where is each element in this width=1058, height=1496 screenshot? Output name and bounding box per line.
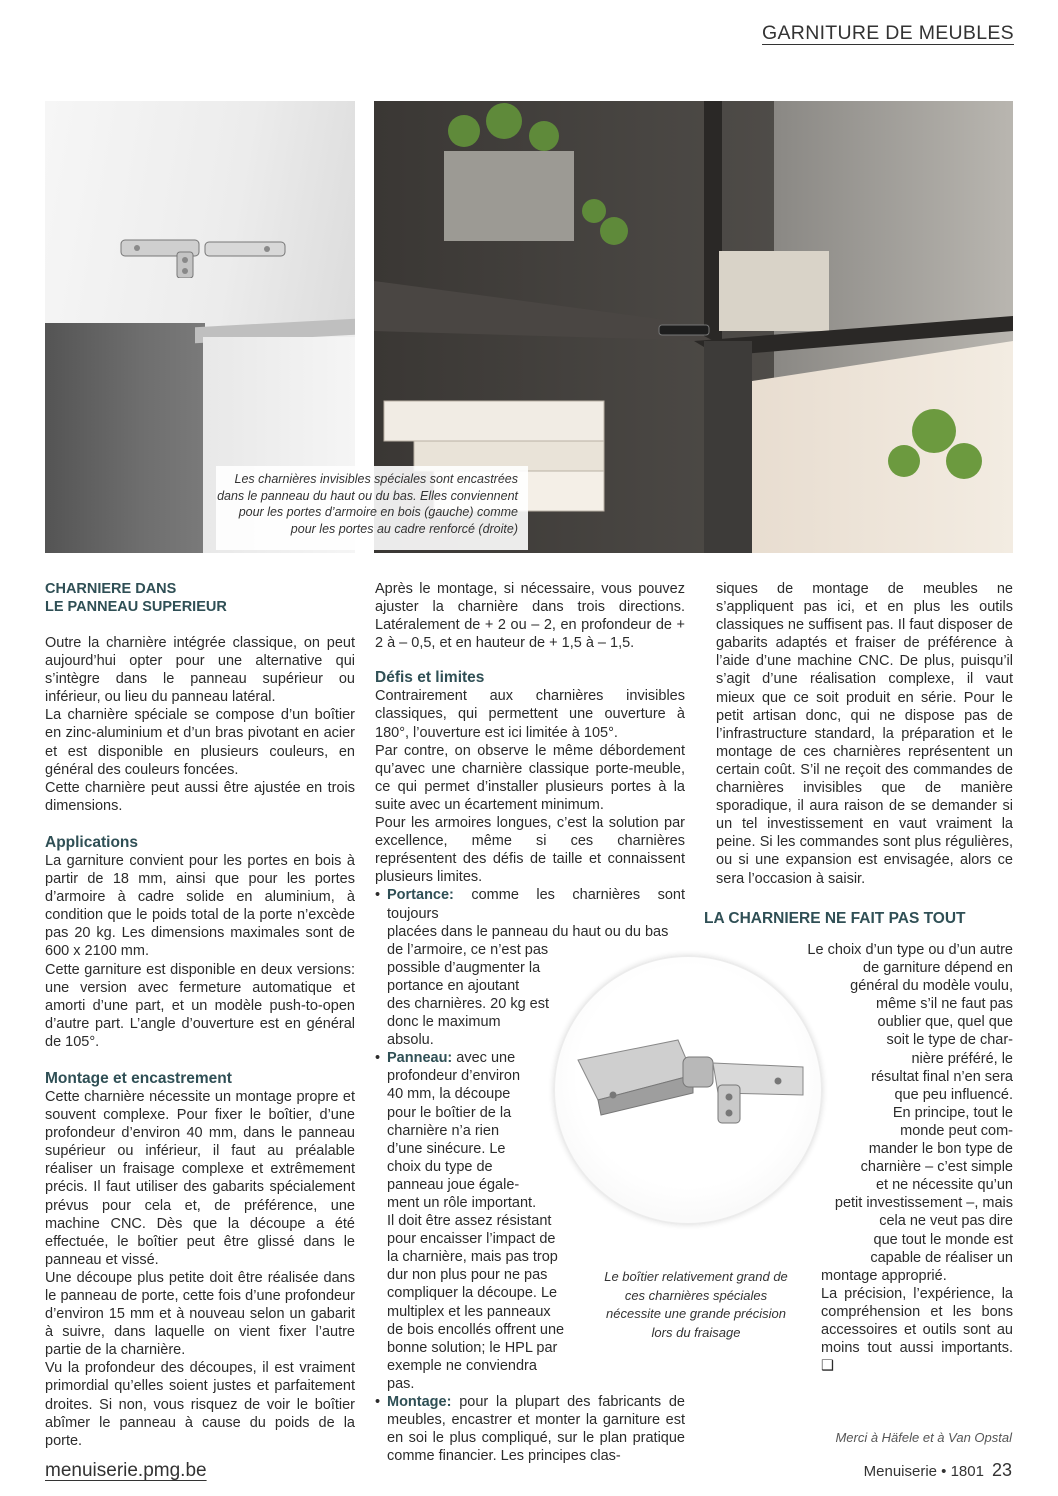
principles-paragraph: siques de montage de meubles ne s’appliquent pas ici, et en plus les outils classiques ne suffisent pas. Il faut disposer de gabarits adaptés et fraiser de préférence à l’aide d’une machine CNC. De plus, puisqu’il s’agit d’une réalisation complexe, il vaut mieux que ce soit produit en série. Pour le petit artisan donc, qui ne dispose pas de l’infrastructure standard, la préparation et le montage de ces charnières représentent un certain coût. S’il ne reçoit des commandes de charnières invisibles que de manière sporadique, il aura raison de se demander si un tel investissement en vaut vraiment la peine. Si les commandes sont plus régulières, ou si une expansion est envisagée, alors ce sera l’occasion à saisir. <box>716 581 1013 887</box>
column-3-heading <box>704 909 1013 928</box>
column-3 <box>716 580 1013 904</box>
footer-issue <box>864 1460 1012 1481</box>
bullet-portance: • Portance: comme les charnières sont toujours placées dans le panneau du haut ou du bas de l’armoire, ce n’est pas possible d’augmenter la portance en ajoutant des charnières. 20 kg est donc le maximum absolu. <box>375 886 685 1049</box>
hinge-box-icon <box>553 955 823 1225</box>
applications-paragraph-1: La garniture convient pour les portes en bois à partir de 18 mm, ainsi que pour les portes d’armoire à cadre solide en aluminium, à condition que le poids total de la porte n’excède pas 20 kg. Les dimensions maximales sont de 600 x 2100 mm. <box>45 852 355 960</box>
defis-paragraph-3: Pour les armoires longues, c’est la solution par excellence, même si ces charnières représentent des défis de taille et connaissent plusieurs limites. <box>375 815 685 886</box>
article-title-line2: LE PANNEAU SUPERIEUR <box>45 599 227 615</box>
montage-paragraph-1: Cette charnière nécessite un montage propre et souvent complexe. Pour fixer le boîtier, d’une profondeur d’environ 40 mm, dans le panneau supérieur ou inférieur, il faut au préalable réaliser un fraisage complexe et extrêmement précis. Il faut utiliser des gabarits spécialement prévus pour cela et, de préférence, une machine CNC. Dès que la découpe a été effectuée, le boîtier peut être glissé dans le panneau et vissé. <box>45 1088 355 1268</box>
section-title: GARNITURE DE MEUBLES <box>762 22 1014 44</box>
heading-applications: Applications <box>45 833 139 851</box>
montage-paragraph-3: Vu la profondeur des découpes, il est vraiment primordial qu’elles soient justes et parfaitement droites. Si non, vous risquez de voir le boîtier abîmer le panneau à cause du poids de la porte. <box>45 1360 355 1449</box>
figure-caption: Le boîtier relativement grand de ces charnières spéciales nécessite une grande précision lors du fraisage <box>604 1269 788 1340</box>
intro-paragraph-3: Cette charnière peut aussi être ajustée en trois dimensions. <box>45 779 355 814</box>
thanks-note: Merci à Häfele et à Van Opstal <box>835 1430 1012 1445</box>
column-3-end: montage approprié. La précision, l’expérience, la compréhension et les bons accessoires et outils sont au moins tout aussi importants. ❑ <box>821 1268 1013 1375</box>
applications-paragraph-2: Cette garniture est disponible en deux versions: une version avec fermeture automatique et amorti d’une part, et un modèle push-to-open d’autre part. L’angle d’ouverture est en général de 105°. <box>45 961 355 1050</box>
montage-paragraph-2: Une découpe plus petite doit être réalisée dans le panneau de porte, cette fois d’une profondeur d’environ 15 mm et à nouveau selon un gabarit à suivre, dans laquelle on vient fixer l’autre partie de la charnière. <box>45 1269 355 1359</box>
column-3-wrap-text: Le choix d’un type ou d’un autre de garniture dépend en général du modèle voulu, même s’il ne faut pas oublier que, quel que soit le type de char- nière préféré, le résultat final n’en sera que peu influencé. En principe, tout le monde peut com- mander le bon type de charnière – c’est simple et ne nécessite qu’un petit investissement –, mais cela ne veut pas dire que tout le monde est capable de réaliser un <box>807 942 1013 1266</box>
hinge-product-photo <box>553 955 823 1225</box>
article-title-line1: CHARNIERE DANS <box>45 581 177 597</box>
bullet-panneau: • Panneau: avec une profondeur d’environ 40 mm, la découpe pour le boîtier de la charnière n’a rien d’une sinécure. Le choix du type de panneau joue égale- ment un rôle important. Il doit être assez résistant pour encaisser l’impact de la charnière, mais pas trop dur non plus pour ne pas compliquer la découpe. Le multiplex et les panneaux de bois encollés offrent une bonne solution; le HPL par exemple ne conviendra pas. <box>375 1049 685 1393</box>
adjust-paragraph: Après le montage, si nécessaire, vous pouvez ajuster la charnière dans trois directions. Latéralement de + 2 ou – 2, en profondeur de + 2 à – 0,5, et en hauteur de + 1,5 à – 1,5. <box>375 581 685 652</box>
heading-defis: Défis et limites <box>375 669 485 687</box>
bullet-montage: • Montage: pour la plupart des fabricants de meubles, encastrer et monter la garniture est en soi le plus compliqué, sur le plan pratique comme financier. Les principes clas- <box>375 1393 685 1465</box>
defis-paragraph-2: Par contre, on observe le même débordement qu’avec une charnière classique porte-meuble, ce qui permet d’installer plusieurs portes à la suite avec un écartement minimum. <box>375 742 685 813</box>
footer-website-link[interactable]: menuiserie.pmg.be <box>45 1460 207 1481</box>
intro-paragraph-1: Outre la charnière intégrée classique, on peut aujourd’hui opter pour une alternative qui s’intègre dans le panneau supérieur ou inférieur, ou lieu du panneau latéral. <box>45 635 355 706</box>
end-mark-icon: ❑ <box>821 1358 834 1375</box>
magazine-issue: Menuiserie • 1801 <box>863 1463 984 1480</box>
column-1 <box>45 580 355 1450</box>
closing-paragraph: La précision, l’expérience, la compréhension et les bons accessoires et outils sont au moins tout aussi importants. <box>821 1286 1013 1357</box>
defis-paragraph-1: Contrairement aux charnières invisibles classiques, qui permettent une ouverture à 180°, l’ouverture est ici limitée à 105°. <box>375 688 685 741</box>
hinge-icon <box>117 234 287 278</box>
photo-caption: Les charnières invisibles spéciales sont encastrées dans le panneau du haut ou du bas. Elles conviennent pour les portes d’armoire en bois (gauche) comme pour les portes au cadre renforcé (droite) <box>216 466 528 550</box>
heading-charniere-tout: LA CHARNIERE NE FAIT PAS TOUT <box>704 910 966 927</box>
intro-paragraph-2: La charnière spéciale se compose d’un boîtier en zinc-aluminium et d’un bras pivotant en acier et est disponible en plusieurs couleurs, en général des couleurs foncées. <box>45 707 355 778</box>
heading-montage: Montage et encastrement <box>45 1069 232 1087</box>
page-number: 23 <box>991 1460 1012 1480</box>
